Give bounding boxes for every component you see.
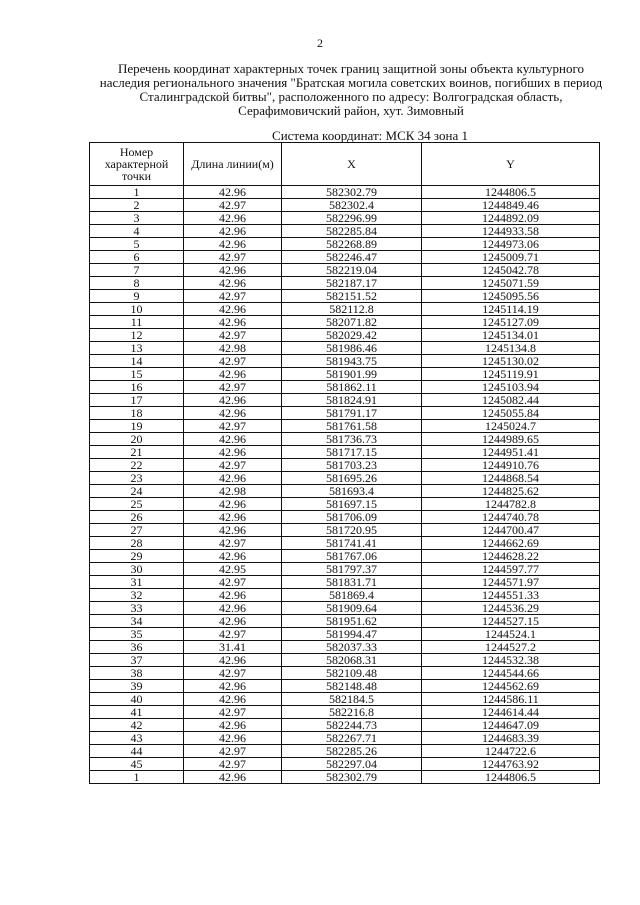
cell-y: 1244614.44 [422,706,600,719]
cell-x: 581767.06 [282,550,422,563]
table-row [90,511,600,524]
cell-point-number: 16 [90,381,184,394]
cell-x: 582029.42 [282,329,422,342]
cell-y: 1244763.92 [422,758,600,771]
table-row [90,264,600,277]
cell-line-length: 42.96 [184,238,282,251]
cell-x: 581741.41 [282,537,422,550]
cell-line-length: 42.97 [184,576,282,589]
table-row [90,212,600,225]
cell-x: 581697.15 [282,498,422,511]
cell-y: 1245114.19 [422,303,600,316]
cell-y: 1244933.58 [422,225,600,238]
cell-y: 1244544.66 [422,667,600,680]
cell-y: 1244951.41 [422,446,600,459]
cell-x: 582297.04 [282,758,422,771]
cell-point-number: 15 [90,368,184,381]
cell-x: 582148.48 [282,680,422,693]
table-row [90,342,600,355]
cell-line-length: 42.98 [184,342,282,355]
cell-point-number: 29 [90,550,184,563]
cell-line-length: 42.96 [184,212,282,225]
cell-x: 582302.4 [282,199,422,212]
table-row [90,199,600,212]
cell-x: 582244.73 [282,719,422,732]
table-row [90,654,600,667]
cell-line-length: 42.96 [184,589,282,602]
cell-x: 581720.95 [282,524,422,537]
table-row [90,537,600,550]
cell-point-number: 37 [90,654,184,667]
table-row [90,498,600,511]
cell-x: 581791.17 [282,407,422,420]
table-row [90,628,600,641]
table-row [90,368,600,381]
table-row [90,420,600,433]
cell-y: 1244989.65 [422,433,600,446]
cell-line-length: 42.96 [184,693,282,706]
cell-line-length: 31.41 [184,641,282,654]
cell-line-length: 42.95 [184,563,282,576]
cell-x: 582268.89 [282,238,422,251]
cell-point-number: 39 [90,680,184,693]
cell-y: 1244551.33 [422,589,600,602]
cell-y: 1245127.09 [422,316,600,329]
cell-x: 582187.17 [282,277,422,290]
cell-point-number: 17 [90,394,184,407]
cell-x: 581824.91 [282,394,422,407]
table-row [90,251,600,264]
cell-point-number: 9 [90,290,184,303]
table-row [90,277,600,290]
cell-y: 1245071.59 [422,277,600,290]
cell-line-length: 42.96 [184,680,282,693]
cell-point-number: 32 [90,589,184,602]
table-row [90,524,600,537]
cell-point-number: 36 [90,641,184,654]
cell-y: 1244571.97 [422,576,600,589]
cell-x: 581761.58 [282,420,422,433]
cell-y: 1244910.76 [422,459,600,472]
cell-line-length: 42.96 [184,277,282,290]
cell-y: 1244586.11 [422,693,600,706]
cell-x: 581717.15 [282,446,422,459]
cell-y: 1245119.91 [422,368,600,381]
cell-y: 1244849.46 [422,199,600,212]
cell-line-length: 42.97 [184,758,282,771]
table-row [90,732,600,745]
cell-line-length: 42.96 [184,446,282,459]
cell-y: 1245103.94 [422,381,600,394]
cell-line-length: 42.96 [184,654,282,667]
cell-point-number: 1 [90,186,184,199]
cell-line-length: 42.96 [184,225,282,238]
cell-x: 581951.62 [282,615,422,628]
cell-y: 1244700.47 [422,524,600,537]
cell-point-number: 27 [90,524,184,537]
table-row [90,225,600,238]
cell-line-length: 42.97 [184,537,282,550]
table-row [90,745,600,758]
cell-line-length: 42.97 [184,290,282,303]
table-row [90,329,600,342]
header-point-number: Номер характерной точки [90,143,184,186]
table-body [90,186,600,784]
table-row [90,394,600,407]
cell-point-number: 11 [90,316,184,329]
cell-y: 1244524.1 [422,628,600,641]
cell-y: 1244806.5 [422,186,600,199]
cell-y: 1244562.69 [422,680,600,693]
table-row [90,355,600,368]
cell-point-number: 43 [90,732,184,745]
cell-line-length: 42.96 [184,732,282,745]
cell-point-number: 4 [90,225,184,238]
cell-line-length: 42.97 [184,706,282,719]
table-row [90,316,600,329]
table-row [90,407,600,420]
cell-y: 1245009.71 [422,251,600,264]
cell-x: 582037.33 [282,641,422,654]
cell-line-length: 42.97 [184,329,282,342]
cell-line-length: 42.97 [184,628,282,641]
table-row [90,186,600,199]
cell-x: 582267.71 [282,732,422,745]
table-row [90,667,600,680]
cell-x: 581909.64 [282,602,422,615]
cell-x: 582216.8 [282,706,422,719]
cell-line-length: 42.96 [184,394,282,407]
table-row [90,706,600,719]
table-row [90,719,600,732]
cell-y: 1244628.22 [422,550,600,563]
cell-line-length: 42.96 [184,524,282,537]
table-row [90,563,600,576]
table-row [90,589,600,602]
cell-line-length: 42.96 [184,368,282,381]
cell-line-length: 42.96 [184,186,282,199]
cell-line-length: 42.96 [184,719,282,732]
cell-point-number: 12 [90,329,184,342]
document-title: Перечень координат характерных точек границ защитной зоны объекта культурного наследия регионального значения "Братская могила советских воинов, погибших в период Сталинградской битвы", расположенного по адресу: Волгоградская область, Серафимовичский район, хут. Зимовный [99,61,603,118]
cell-point-number: 24 [90,485,184,498]
cell-y: 1244662.69 [422,537,600,550]
cell-line-length: 42.96 [184,771,282,784]
table-row [90,615,600,628]
cell-y: 1244597.77 [422,563,600,576]
cell-y: 1244973.06 [422,238,600,251]
table-row [90,693,600,706]
cell-y: 1245130.02 [422,355,600,368]
table-row [90,550,600,563]
cell-point-number: 44 [90,745,184,758]
cell-line-length: 42.96 [184,433,282,446]
cell-x: 582071.82 [282,316,422,329]
table-row [90,602,600,615]
table-row [90,485,600,498]
cell-point-number: 21 [90,446,184,459]
cell-line-length: 42.97 [184,420,282,433]
page-number: 2 [317,36,323,50]
cell-point-number: 8 [90,277,184,290]
header-x: X [282,143,422,186]
cell-x: 581736.73 [282,433,422,446]
cell-y: 1245134.01 [422,329,600,342]
cell-x: 582219.04 [282,264,422,277]
cell-x: 581994.47 [282,628,422,641]
cell-x: 582246.47 [282,251,422,264]
cell-line-length: 42.96 [184,498,282,511]
cell-line-length: 42.96 [184,316,282,329]
cell-y: 1245042.78 [422,264,600,277]
cell-y: 1244536.29 [422,602,600,615]
coordinate-system-caption: Система координат: МСК 34 зона 1 [272,128,468,143]
cell-y: 1245095.56 [422,290,600,303]
cell-line-length: 42.96 [184,264,282,277]
cell-line-length: 42.96 [184,602,282,615]
cell-y: 1244532.38 [422,654,600,667]
cell-x: 581693.4 [282,485,422,498]
cell-line-length: 42.97 [184,251,282,264]
cell-point-number: 14 [90,355,184,368]
cell-y: 1244527.2 [422,641,600,654]
cell-line-length: 42.96 [184,550,282,563]
cell-point-number: 7 [90,264,184,277]
cell-x: 581862.11 [282,381,422,394]
cell-x: 582068.31 [282,654,422,667]
cell-point-number: 45 [90,758,184,771]
cell-point-number: 42 [90,719,184,732]
table-row [90,446,600,459]
cell-point-number: 22 [90,459,184,472]
cell-point-number: 38 [90,667,184,680]
cell-line-length: 42.96 [184,615,282,628]
cell-point-number: 28 [90,537,184,550]
cell-point-number: 2 [90,199,184,212]
cell-x: 581706.09 [282,511,422,524]
cell-point-number: 19 [90,420,184,433]
cell-point-number: 41 [90,706,184,719]
table-row [90,771,600,784]
cell-point-number: 31 [90,576,184,589]
cell-point-number: 35 [90,628,184,641]
cell-x: 581986.46 [282,342,422,355]
table-row [90,758,600,771]
table-row [90,576,600,589]
cell-y: 1245082.44 [422,394,600,407]
cell-y: 1244527.15 [422,615,600,628]
cell-point-number: 23 [90,472,184,485]
table-row [90,680,600,693]
cell-line-length: 42.97 [184,745,282,758]
cell-x: 582302.79 [282,771,422,784]
cell-x: 581695.26 [282,472,422,485]
cell-x: 581703.23 [282,459,422,472]
cell-line-length: 42.97 [184,355,282,368]
cell-x: 582296.99 [282,212,422,225]
cell-x: 581901.99 [282,368,422,381]
cell-line-length: 42.97 [184,381,282,394]
coordinates-table [89,142,600,784]
cell-point-number: 13 [90,342,184,355]
cell-line-length: 42.98 [184,485,282,498]
cell-x: 582112.8 [282,303,422,316]
cell-line-length: 42.96 [184,303,282,316]
table-row [90,641,600,654]
cell-line-length: 42.96 [184,511,282,524]
cell-y: 1244647.09 [422,719,600,732]
table-header-row [90,143,600,186]
table-row [90,472,600,485]
cell-point-number: 3 [90,212,184,225]
cell-point-number: 20 [90,433,184,446]
cell-point-number: 34 [90,615,184,628]
table-row [90,238,600,251]
header-line-length: Длина линии(м) [184,143,282,186]
table-row [90,381,600,394]
cell-x: 582109.48 [282,667,422,680]
cell-point-number: 26 [90,511,184,524]
table-row [90,290,600,303]
cell-point-number: 30 [90,563,184,576]
cell-y: 1244740.78 [422,511,600,524]
cell-y: 1245024.7 [422,420,600,433]
cell-line-length: 42.97 [184,199,282,212]
cell-x: 582151.52 [282,290,422,303]
cell-point-number: 1 [90,771,184,784]
cell-y: 1244683.39 [422,732,600,745]
header-y: Y [422,143,600,186]
cell-point-number: 18 [90,407,184,420]
cell-y: 1244825.62 [422,485,600,498]
cell-y: 1244722.6 [422,745,600,758]
cell-line-length: 42.96 [184,407,282,420]
cell-y: 1244892.09 [422,212,600,225]
cell-y: 1245134.8 [422,342,600,355]
cell-x: 581797.37 [282,563,422,576]
cell-point-number: 33 [90,602,184,615]
cell-line-length: 42.96 [184,472,282,485]
cell-x: 581831.71 [282,576,422,589]
cell-x: 581943.75 [282,355,422,368]
cell-line-length: 42.97 [184,459,282,472]
cell-x: 582285.26 [282,745,422,758]
table-row [90,303,600,316]
cell-point-number: 5 [90,238,184,251]
cell-point-number: 25 [90,498,184,511]
cell-x: 582302.79 [282,186,422,199]
cell-y: 1244806.5 [422,771,600,784]
cell-point-number: 10 [90,303,184,316]
cell-line-length: 42.97 [184,667,282,680]
cell-x: 581869.4 [282,589,422,602]
cell-x: 582184.5 [282,693,422,706]
cell-x: 582285.84 [282,225,422,238]
table-row [90,459,600,472]
cell-point-number: 6 [90,251,184,264]
cell-y: 1244782.8 [422,498,600,511]
cell-y: 1245055.84 [422,407,600,420]
cell-point-number: 40 [90,693,184,706]
cell-y: 1244868.54 [422,472,600,485]
table-row [90,433,600,446]
